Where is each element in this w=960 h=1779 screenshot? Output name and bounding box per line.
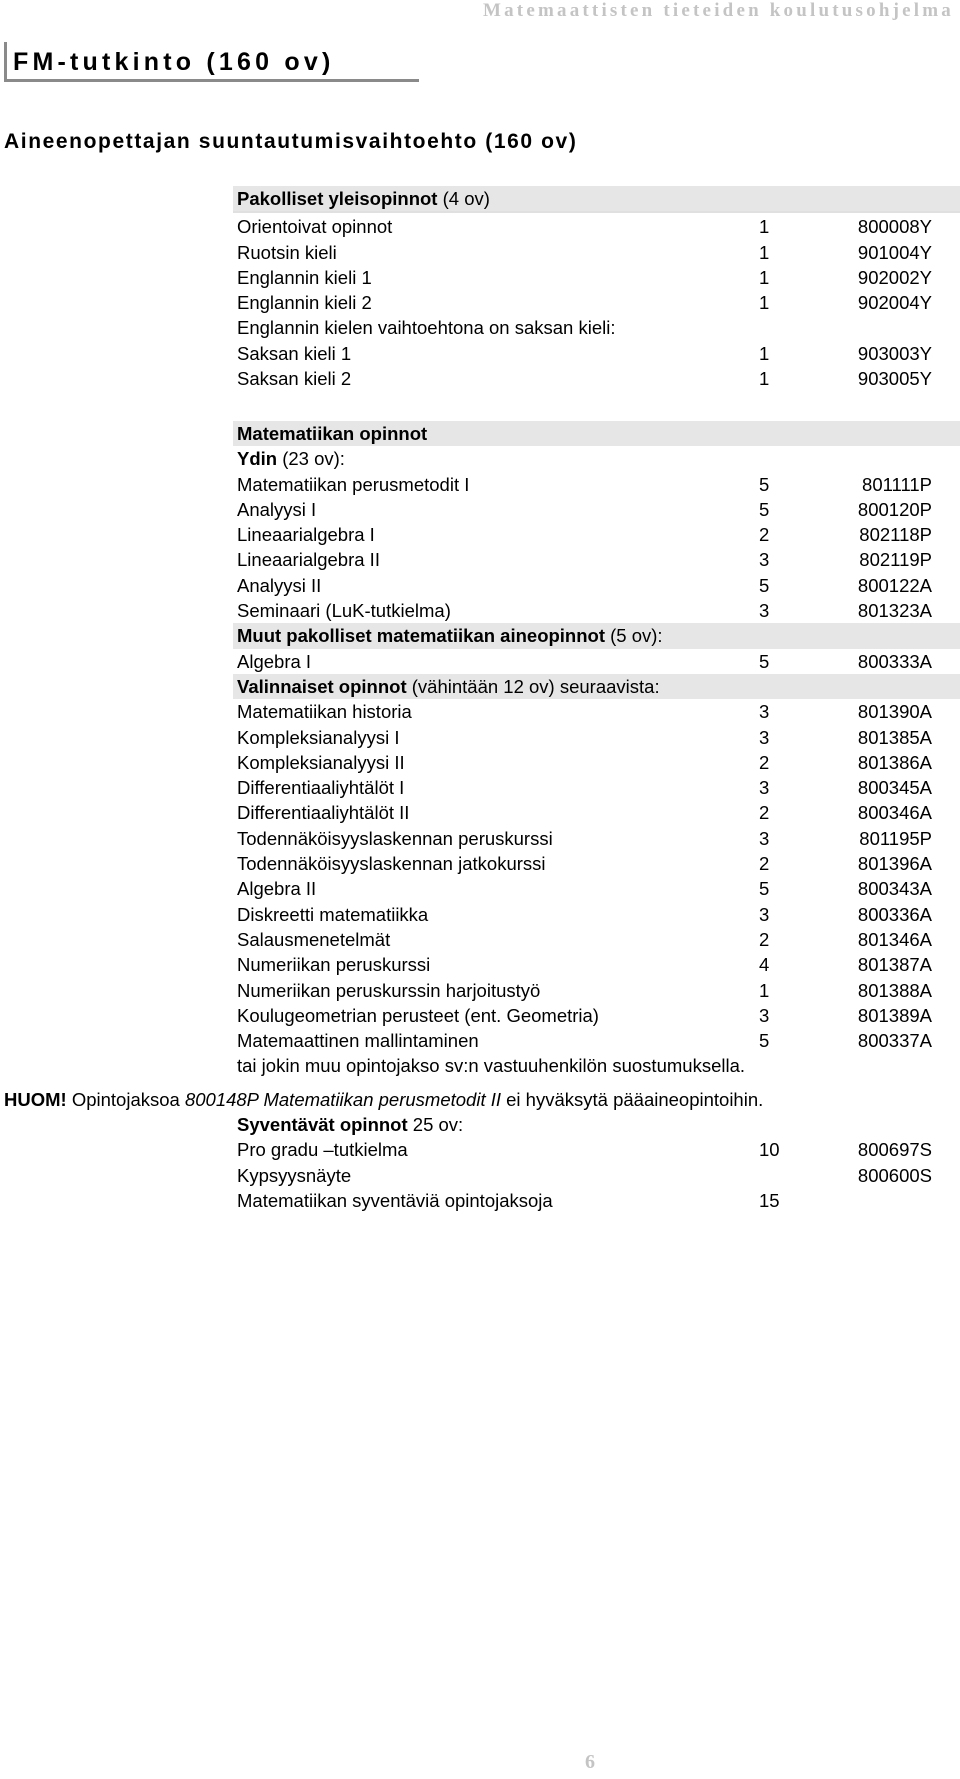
course-code: 902004Y bbox=[857, 292, 932, 314]
note-text-before: Opintojaksoa bbox=[66, 1089, 185, 1110]
course-row bbox=[233, 265, 960, 290]
note-text-after: ei hyväksytä pääaineopintoihin. bbox=[501, 1089, 764, 1110]
course-credits: 2 bbox=[759, 524, 770, 546]
course-code: 800333A bbox=[857, 650, 932, 672]
section-heading: Pakolliset yleisopinnot bbox=[237, 188, 438, 209]
course-name: Algebra I bbox=[237, 650, 312, 672]
section-heading: Syventävät opinnot bbox=[237, 1114, 408, 1135]
course-row bbox=[233, 978, 960, 1003]
section-heading: Matematiikan opinnot bbox=[237, 423, 428, 444]
course-name: Salausmenetelmät bbox=[237, 928, 391, 950]
course-credits: 1 bbox=[759, 216, 770, 238]
course-row bbox=[233, 290, 960, 315]
general-studies-rows bbox=[233, 214, 960, 391]
course-code: 800008Y bbox=[857, 216, 932, 238]
course-name: Englannin kielen vaihtoehtona on saksan kieli: bbox=[237, 317, 616, 339]
course-row bbox=[233, 315, 960, 340]
course-credits: 3 bbox=[759, 1004, 770, 1026]
course-row bbox=[233, 1188, 960, 1213]
subsection-heading: Muut pakolliset matematiikan aineopinnot bbox=[237, 625, 605, 647]
subsection-heading-suffix: (5 ov): bbox=[605, 625, 663, 647]
course-credits: 5 bbox=[759, 650, 770, 672]
course-row bbox=[233, 240, 960, 265]
course-credits: 3 bbox=[759, 600, 770, 622]
course-row bbox=[233, 341, 960, 366]
note bbox=[4, 1087, 763, 1112]
course-credits: 10 bbox=[759, 1139, 780, 1161]
course-credits: 5 bbox=[759, 498, 770, 520]
optional-heading bbox=[233, 674, 960, 699]
course-name: Pro gradu –tutkielma bbox=[237, 1139, 408, 1161]
course-code: 800346A bbox=[857, 802, 932, 824]
course-credits: 5 bbox=[759, 473, 770, 495]
course-code: 801390A bbox=[857, 701, 932, 723]
course-row bbox=[233, 1028, 960, 1053]
course-code: 800120P bbox=[857, 498, 932, 520]
course-code: 801385A bbox=[857, 726, 932, 748]
subsection-heading-suffix: (23 ov): bbox=[277, 448, 345, 470]
section-heading-suffix: 25 ov: bbox=[407, 1114, 464, 1135]
course-code: 801195P bbox=[859, 827, 932, 849]
advanced-studies-rows bbox=[233, 1137, 960, 1213]
course-name: Differentiaaliyhtälöt II bbox=[237, 802, 410, 824]
course-credits: 4 bbox=[759, 954, 770, 976]
course-code: 903005Y bbox=[857, 368, 932, 390]
course-row bbox=[233, 699, 960, 724]
general-studies-table bbox=[233, 186, 960, 391]
course-code: 801111P bbox=[862, 473, 932, 495]
course-credits: 3 bbox=[759, 827, 770, 849]
course-name: Matemaattinen mallintaminen bbox=[237, 1030, 479, 1052]
course-row bbox=[233, 750, 960, 775]
footnote-text: tai jokin muu opintojakso sv:n vastuuhenkilön suostumuksella. bbox=[237, 1055, 746, 1077]
course-row bbox=[233, 800, 960, 825]
course-credits: 1 bbox=[759, 342, 770, 364]
course-row bbox=[233, 1137, 960, 1162]
course-name: Lineaarialgebra I bbox=[237, 524, 375, 546]
course-name: Numeriikan peruskurssin harjoitustyö bbox=[237, 979, 541, 1001]
note-label: HUOM! bbox=[4, 1089, 67, 1110]
course-row bbox=[233, 497, 960, 522]
course-row bbox=[233, 952, 960, 977]
course-credits: 3 bbox=[759, 549, 770, 571]
course-code: 800697S bbox=[857, 1139, 932, 1161]
course-row bbox=[233, 927, 960, 952]
course-code: 800343A bbox=[857, 878, 932, 900]
course-row bbox=[233, 725, 960, 750]
optional-rows bbox=[233, 699, 960, 1053]
course-credits: 1 bbox=[759, 241, 770, 263]
course-credits: 1 bbox=[759, 368, 770, 390]
course-code: 801388A bbox=[857, 979, 932, 1001]
course-name: Analyysi II bbox=[237, 574, 322, 596]
general-studies-heading bbox=[233, 186, 960, 211]
course-name: Kompleksianalyysi II bbox=[237, 751, 405, 773]
course-row bbox=[233, 366, 960, 391]
core-rows bbox=[233, 472, 960, 624]
math-studies-table bbox=[233, 421, 960, 1079]
course-name: Kypsyysnäyte bbox=[237, 1164, 352, 1186]
course-row bbox=[233, 1003, 960, 1028]
course-credits: 5 bbox=[759, 1030, 770, 1052]
course-name: Analyysi I bbox=[237, 498, 317, 520]
course-row bbox=[233, 1163, 960, 1188]
course-name: Matematiikan historia bbox=[237, 701, 412, 723]
course-row bbox=[233, 775, 960, 800]
main-title: FM-tutkinto (160 ov) bbox=[4, 42, 419, 82]
course-credits: 2 bbox=[759, 928, 770, 950]
course-credits: 15 bbox=[759, 1189, 780, 1211]
subsection-heading: Ydin bbox=[237, 448, 278, 470]
other-required-heading bbox=[233, 623, 960, 648]
page-number: 6 bbox=[585, 1751, 595, 1773]
course-row bbox=[233, 522, 960, 547]
advanced-studies-table bbox=[233, 1112, 960, 1213]
course-name: Matematiikan syventäviä opintojaksoja bbox=[237, 1189, 553, 1211]
course-row bbox=[233, 547, 960, 572]
course-code: 800122A bbox=[857, 574, 932, 596]
course-name: Todennäköisyyslaskennan peruskurssi bbox=[237, 827, 553, 849]
running-header: Matemaattisten tieteiden koulutusohjelma bbox=[482, 0, 954, 21]
other-required-rows bbox=[233, 649, 960, 674]
course-name: Lineaarialgebra II bbox=[237, 549, 380, 571]
course-name: Todennäköisyyslaskennan jatkokurssi bbox=[237, 853, 546, 875]
course-name: Matematiikan perusmetodit I bbox=[237, 473, 470, 495]
course-code: 801396A bbox=[857, 853, 932, 875]
course-credits: 3 bbox=[759, 777, 770, 799]
course-credits: 1 bbox=[759, 979, 770, 1001]
course-row bbox=[233, 573, 960, 598]
math-studies-heading bbox=[233, 421, 960, 446]
note-course: 800148P Matematiikan perusmetodit II bbox=[184, 1089, 501, 1110]
course-code: 801323A bbox=[857, 600, 932, 622]
course-row bbox=[233, 214, 960, 239]
course-name: Englannin kieli 2 bbox=[237, 292, 372, 314]
course-code: 902002Y bbox=[857, 266, 932, 288]
course-name: Numeriikan peruskurssi bbox=[237, 954, 431, 976]
course-name: Ruotsin kieli bbox=[237, 241, 337, 263]
course-code: 800600S bbox=[857, 1164, 932, 1186]
course-credits: 1 bbox=[759, 266, 770, 288]
course-name: Algebra II bbox=[237, 878, 317, 900]
subsection-heading: Valinnaiset opinnot bbox=[237, 675, 407, 697]
course-row bbox=[233, 851, 960, 876]
course-credits: 2 bbox=[759, 751, 770, 773]
course-credits: 3 bbox=[759, 701, 770, 723]
optional-footnote bbox=[233, 1053, 960, 1078]
course-row bbox=[233, 472, 960, 497]
course-name: Saksan kieli 2 bbox=[237, 368, 352, 390]
core-heading bbox=[233, 446, 960, 471]
course-name: Kompleksianalyysi I bbox=[237, 726, 400, 748]
course-code: 800345A bbox=[857, 777, 932, 799]
course-code: 801389A bbox=[857, 1004, 932, 1026]
course-code: 801387A bbox=[857, 954, 932, 976]
course-row bbox=[233, 598, 960, 623]
subsection-heading-suffix: (vähintään 12 ov) seuraavista: bbox=[406, 675, 660, 697]
section-heading-suffix: (4 ov) bbox=[437, 188, 490, 209]
course-code: 802119P bbox=[859, 549, 932, 571]
course-name: Koulugeometrian perusteet (ent. Geometria) bbox=[237, 1004, 599, 1026]
course-credits: 2 bbox=[759, 853, 770, 875]
course-credits: 5 bbox=[759, 878, 770, 900]
course-name: Diskreetti matematiikka bbox=[237, 903, 429, 925]
course-credits: 3 bbox=[759, 726, 770, 748]
course-credits: 5 bbox=[759, 574, 770, 596]
course-code: 802118P bbox=[859, 524, 932, 546]
course-code: 800336A bbox=[857, 903, 932, 925]
course-row bbox=[233, 876, 960, 901]
course-name: Differentiaaliyhtälöt I bbox=[237, 777, 405, 799]
course-credits: 1 bbox=[759, 292, 770, 314]
course-row bbox=[233, 826, 960, 851]
course-row bbox=[233, 649, 960, 674]
subtitle: Aineenopettajan suuntautumisvaihtoehto (160 ov) bbox=[4, 130, 578, 153]
course-name: Saksan kieli 1 bbox=[237, 342, 352, 364]
course-credits: 2 bbox=[759, 802, 770, 824]
course-name: Englannin kieli 1 bbox=[237, 266, 372, 288]
course-row bbox=[233, 902, 960, 927]
course-code: 903003Y bbox=[857, 342, 932, 364]
course-credits: 3 bbox=[759, 903, 770, 925]
course-code: 801386A bbox=[857, 751, 932, 773]
course-name: Seminaari (LuK-tutkielma) bbox=[237, 600, 451, 622]
course-code: 800337A bbox=[857, 1030, 932, 1052]
course-code: 801346A bbox=[857, 928, 932, 950]
advanced-studies-heading bbox=[233, 1112, 960, 1137]
course-name: Orientoivat opinnot bbox=[237, 216, 393, 238]
course-code: 901004Y bbox=[857, 241, 932, 263]
